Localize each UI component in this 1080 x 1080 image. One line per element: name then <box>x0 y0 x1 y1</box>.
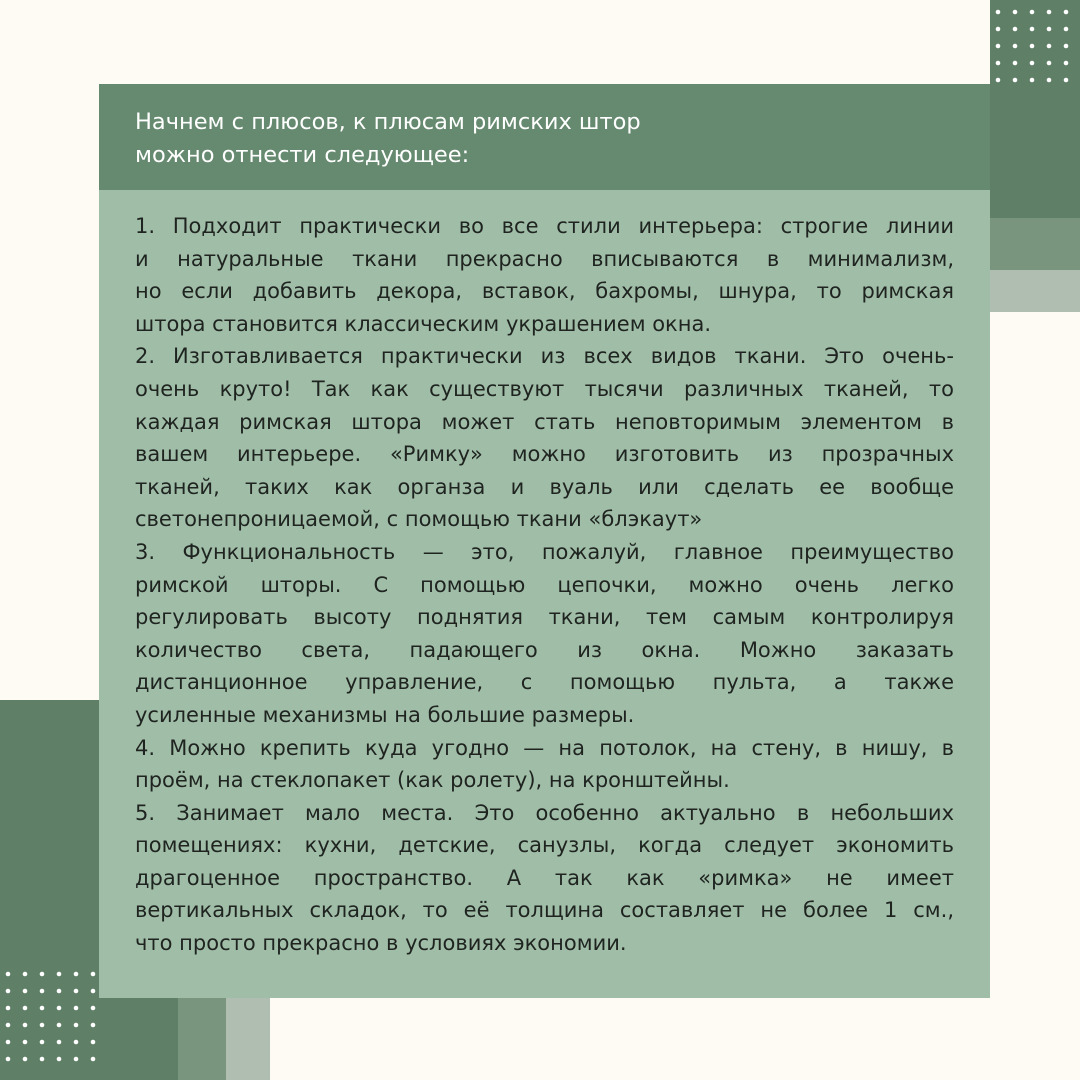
decor-dot <box>1013 78 1018 83</box>
text-line: тканей, таких как органза и вуаль или сделать ее вообще <box>135 474 954 499</box>
decor-dot <box>23 1040 28 1045</box>
point-1 <box>135 210 954 340</box>
text-line: каждая римская штора может стать неповторимым элементом в <box>135 409 954 434</box>
decor-stripe-bottom-left-light <box>226 996 270 1080</box>
decor-dot <box>57 1057 62 1062</box>
decor-dot <box>1013 61 1018 66</box>
decor-dot <box>6 1040 11 1045</box>
decor-dot <box>1047 44 1052 49</box>
decor-dot <box>1030 44 1035 49</box>
decor-dot <box>1047 10 1052 15</box>
decor-dot <box>1047 61 1052 66</box>
decor-dot <box>996 78 1001 83</box>
decor-dot <box>1064 44 1069 49</box>
card-body <box>135 210 954 960</box>
text-line: усиленные механизмы на большие размеры. <box>135 702 635 727</box>
decor-dot <box>1030 10 1035 15</box>
decor-dot <box>1047 78 1052 83</box>
decor-dot <box>1047 27 1052 32</box>
decor-dot <box>1064 27 1069 32</box>
decor-stripe-top-right-light <box>990 270 1080 312</box>
decor-dot <box>1030 61 1035 66</box>
decor-dot <box>74 989 79 994</box>
decor-dot <box>996 10 1001 15</box>
decor-dot <box>23 989 28 994</box>
decor-dot <box>1064 61 1069 66</box>
decor-dot <box>23 972 28 977</box>
text-line: светонепроницаемой, с помощью ткани «блэкаут» <box>135 507 703 532</box>
text-line: драгоценное пространство. А так как «римка» не имеет <box>135 865 954 890</box>
text-line: регулировать высоту поднятия ткани, тем самым контролируя <box>135 605 954 630</box>
decor-dot <box>57 1006 62 1011</box>
text-line: помещениях: кухни, детские, санузлы, когда следует экономить <box>135 833 954 858</box>
decor-dot <box>40 1040 45 1045</box>
decor-dot <box>74 1006 79 1011</box>
decor-dot <box>40 989 45 994</box>
decor-dot <box>40 1023 45 1028</box>
text-line: очень круто! Так как существуют тысячи различных тканей, то <box>135 376 954 401</box>
decor-dot <box>74 1057 79 1062</box>
decor-dot <box>6 989 11 994</box>
decor-dot <box>57 1023 62 1028</box>
decor-dot <box>57 972 62 977</box>
decor-dot <box>1030 78 1035 83</box>
decor-dot <box>996 27 1001 32</box>
text-line: что просто прекрасно в условиях экономии. <box>135 931 627 956</box>
text-line: римской шторы. С помощью цепочки, можно очень легко <box>135 572 954 597</box>
card-header <box>99 84 990 190</box>
decor-dot <box>74 1023 79 1028</box>
text-line: дистанционное управление, с помощью пульта, а также <box>135 670 954 695</box>
text-line: 4. Можно крепить куда угодно — на потолок, на стену, в нишу, в <box>135 735 954 760</box>
decor-dot <box>23 1023 28 1028</box>
text-line: и натуральные ткани прекрасно вписываются в минимализм, <box>135 246 954 271</box>
text-line: но если добавить декора, вставок, бахромы, шнура, то римская <box>135 279 954 304</box>
decor-dot <box>1030 27 1035 32</box>
header-title <box>135 106 954 172</box>
decor-dot <box>1064 78 1069 83</box>
point-3 <box>135 536 954 732</box>
decor-dot <box>91 1040 96 1045</box>
text-line: проём, на стеклопакет (как ролету), на кронштейны. <box>135 768 730 793</box>
text-line: вертикальных складок, то её толщина составляет не более 1 см., <box>135 898 954 923</box>
decor-dot <box>91 1006 96 1011</box>
decor-dot <box>996 61 1001 66</box>
decor-dot <box>6 972 11 977</box>
header-title-line: можно отнести следующее: <box>135 142 470 168</box>
decor-dot <box>57 1040 62 1045</box>
text-line: вашем интерьере. «Римку» можно изготовить из прозрачных <box>135 442 954 467</box>
decor-dot <box>23 1057 28 1062</box>
decor-dot <box>91 972 96 977</box>
header-title-line: Начнем с плюсов, к плюсам римских штор <box>135 109 641 135</box>
decor-dot <box>74 972 79 977</box>
decor-stripe-bottom-left-mid <box>178 996 226 1080</box>
decor-dot <box>91 1023 96 1028</box>
text-line: 2. Изготавливается практически из всех видов ткани. Это очень- <box>135 344 954 369</box>
decor-dot <box>1013 27 1018 32</box>
text-line: 5. Занимает мало места. Это особенно актуально в небольших <box>135 800 954 825</box>
decor-dot <box>6 1023 11 1028</box>
text-line: количество света, падающего из окна. Можно заказать <box>135 637 954 662</box>
decor-dot <box>40 972 45 977</box>
decor-dot <box>1064 10 1069 15</box>
point-2 <box>135 340 954 536</box>
decor-dot <box>1013 10 1018 15</box>
decor-dot <box>91 1057 96 1062</box>
point-5 <box>135 797 954 960</box>
decor-stripe-top-right-mid <box>990 218 1080 270</box>
text-line: 3. Функциональность — это, пожалуй, главное преимущество <box>135 539 954 564</box>
decor-dot <box>74 1040 79 1045</box>
decor-dot <box>91 989 96 994</box>
decor-dot <box>1013 44 1018 49</box>
text-line: штора становится классическим украшением окна. <box>135 311 712 336</box>
decor-dot <box>40 1006 45 1011</box>
content-card <box>99 84 990 998</box>
decor-dot <box>40 1057 45 1062</box>
decor-dot <box>57 989 62 994</box>
decor-dot <box>6 1057 11 1062</box>
decor-dot <box>6 1006 11 1011</box>
text-line: 1. Подходит практически во все стили интерьера: строгие линии <box>135 214 954 238</box>
decor-dots-bottom-left <box>0 960 110 1080</box>
point-4 <box>135 732 954 797</box>
decor-dots-top-right <box>990 0 1080 120</box>
decor-dot <box>23 1006 28 1011</box>
decor-dot <box>996 44 1001 49</box>
